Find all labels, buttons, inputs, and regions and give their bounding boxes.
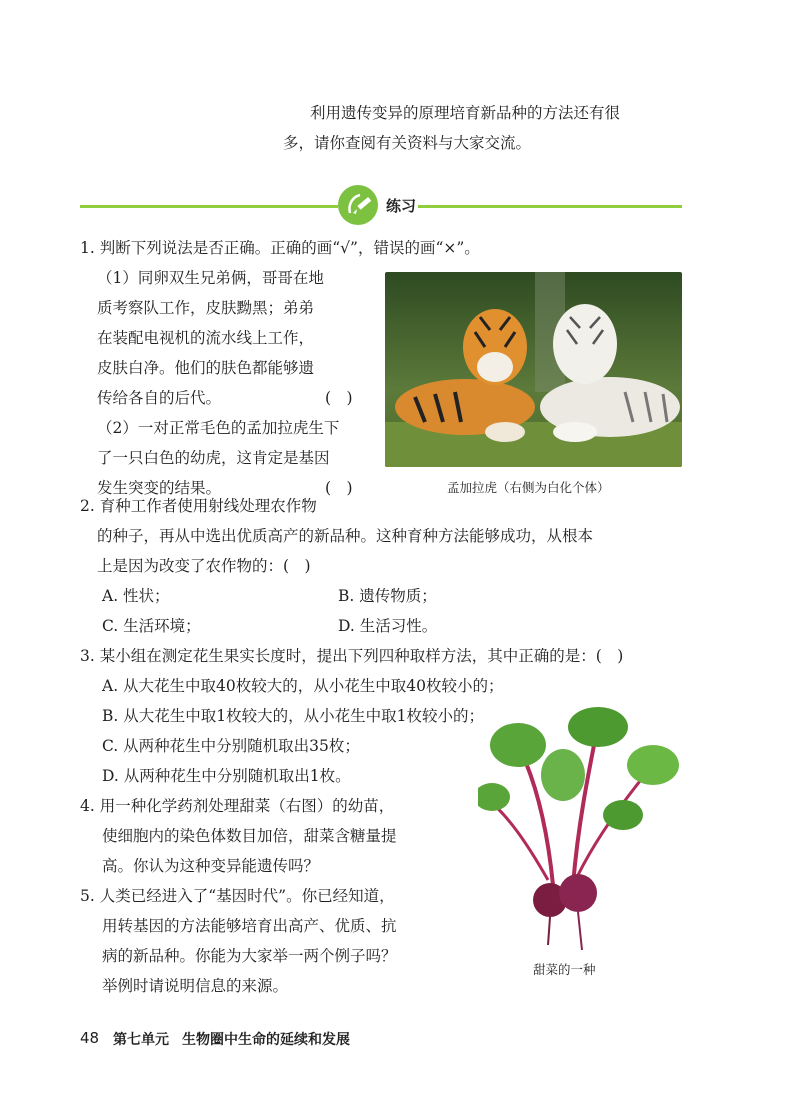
question-3-stem: 3. 某小组在测定花生果实长度时，提出下列四种取样方法，其中正确的是：( ) — [80, 647, 624, 665]
q2-option-c: C. 生活环境； — [102, 617, 201, 635]
bengal-tigers-photo — [385, 272, 682, 467]
q1-s1-line-3: 在装配电视机的流水线上工作， — [97, 329, 315, 347]
q3-option-c: C. 从两种花生中分别随机取出35枚； — [102, 737, 360, 755]
q1-s2-answer-blank[interactable]: ( ) — [325, 479, 353, 497]
question-5-line-4: 举例时请说明信息的来源。 — [102, 977, 289, 995]
question-2-line-3: 上是因为改变了农作物的：( ) — [97, 557, 311, 575]
q1-s2-line-2: 了一只白色的幼虎，这肯定是基因 — [97, 449, 330, 467]
question-1-stem: 1. 判断下列说法是否正确。正确的画“√”，错误的画“×”。 — [80, 239, 480, 257]
question-4-line-1: 4. 用一种化学药剂处理甜菜（右图）的幼苗， — [80, 797, 395, 815]
question-4-line-3: 高。你认为这种变异能遗传吗？ — [102, 857, 320, 875]
q2-option-a: A. 性状； — [102, 587, 170, 605]
tiger-photo-caption: 孟加拉虎（右侧为白化个体） — [447, 480, 610, 495]
q3-option-b: B. 从大花生中取1枚较大的，从小花生中取1枚较小的； — [102, 707, 484, 725]
q2-option-b: B. 遗传物质； — [338, 587, 437, 605]
q1-s1-line-1: （1）同卵双生兄弟俩，哥哥在地 — [97, 269, 324, 287]
q3-option-a: A. 从大花生中取40枚较大的，从小花生中取40枚较小的； — [102, 677, 504, 695]
q1-s1-answer-blank[interactable]: ( ) — [325, 389, 353, 407]
beet-caption: 甜菜的一种 — [533, 962, 596, 977]
section-divider-left — [80, 205, 338, 208]
question-5-line-2: 用转基因的方法能够培育出高产、优质、抗 — [102, 917, 397, 935]
footer-unit: 第七单元 — [113, 1032, 169, 1048]
beet-illustration — [478, 705, 683, 955]
footer-chapter-title: 生物圈中生命的延续和发展 — [182, 1032, 350, 1048]
intro-line-2: 多，请你查阅有关资料与大家交流。 — [283, 134, 532, 152]
page-number: 48 — [80, 1029, 100, 1047]
q1-s2-line-1: （2）一对正常毛色的孟加拉虎生下 — [97, 419, 340, 437]
q3-option-d: D. 从两种花生中分别随机取出1枚。 — [102, 767, 351, 785]
question-4-line-2: 使细胞内的染色体数目加倍，甜菜含糖量提 — [102, 827, 397, 845]
question-5-line-3: 病的新品种。你能为大家举一两个例子吗？ — [102, 947, 397, 965]
q1-s1-line-5: 传给各自的后代。 — [97, 389, 222, 407]
section-divider-right — [418, 205, 682, 208]
pencil-icon — [338, 185, 378, 225]
question-2-line-2: 的种子，再从中选出优质高产的新品种。这种育种方法能够成功，从根本 — [97, 527, 594, 545]
section-title: 练习 — [386, 197, 417, 215]
q2-option-d: D. 生活习性。 — [338, 617, 438, 635]
question-2-line-1: 2. 育种工作者使用射线处理农作物 — [80, 497, 317, 515]
q1-s2-line-3: 发生突变的结果。 — [97, 479, 222, 497]
question-5-line-1: 5. 人类已经进入了“基因时代”。你已经知道， — [80, 887, 395, 905]
q1-s1-line-2: 质考察队工作，皮肤黝黑；弟弟 — [97, 299, 315, 317]
q1-s1-line-4: 皮肤白净。他们的肤色都能够遗 — [97, 359, 315, 377]
intro-line-1: 利用遗传变异的原理培育新品种的方法还有很 — [310, 104, 621, 122]
